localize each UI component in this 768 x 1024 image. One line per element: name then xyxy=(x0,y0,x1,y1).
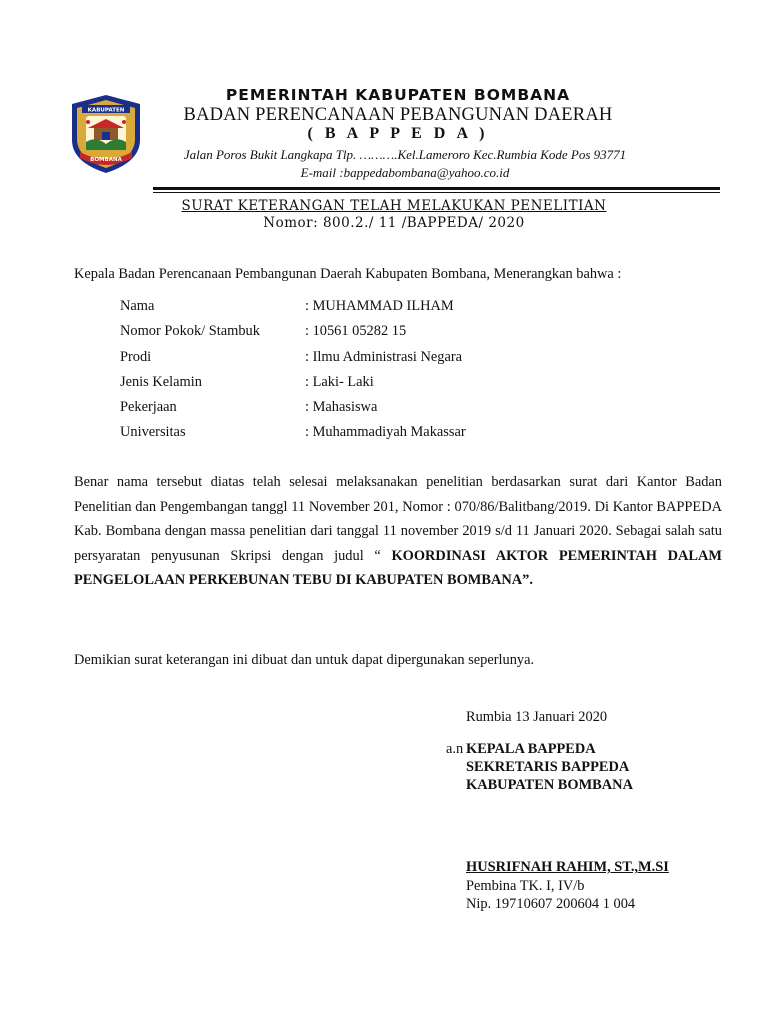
detail-label: Pekerjaan xyxy=(120,399,177,416)
kabupaten-bombana-crest-icon xyxy=(66,92,146,176)
on-behalf-prefix: a.n xyxy=(446,741,464,757)
letter-number: Nomor: 800.2./ 11 /BAPPEDA/ 2020 xyxy=(263,215,525,231)
letter-closing: Demikian surat keterangan ini dibuat dan untuk dapat dipergunakan seperlunya. xyxy=(74,652,535,668)
detail-label: Jenis Kelamin xyxy=(120,373,202,390)
signatory-nip: Nip. 19710607 200604 1 004 xyxy=(466,896,636,912)
letter-title: SURAT KETERANGAN TELAH MELAKUKAN PENELITIAN xyxy=(181,198,607,214)
paragraph-text: Benar nama tersebut diatas telah selesai melaksanakan penelitian berdasarkan surat dari Kantor Badan Penelitian dan Pengembangan tanggl 11 November 201, Nomor : 070/86/Balitbang/2019. Di Kantor BAPPEDA Kab. Bombana dengan massa penelitian dari tanggal 11 november 2019 s/d 11 Januari 2020. Sebagai salah satu persyaratan penyusunan Skripsi dengan judul “ xyxy=(74,474,722,564)
detail-label: Prodi xyxy=(120,348,152,365)
signature-title-line3: KABUPATEN BOMBANA xyxy=(466,777,633,793)
letter-body-paragraph xyxy=(74,470,722,593)
detail-label: Nama xyxy=(120,298,155,314)
header-address: Jalan Poros Bukit Langkapa Tlp. ……….Kel.Lameroro Kec.Rumbia Kode Pos 93771 xyxy=(183,147,627,162)
detail-value: : Mahasiswa xyxy=(305,399,378,416)
signature-title-line2: SEKRETARIS BAPPEDA xyxy=(466,759,630,775)
detail-value: : Muhammadiyah Makassar xyxy=(305,424,466,441)
header-government-name: PEMERINTAH KABUPATEN BOMBANA xyxy=(225,86,571,104)
letter-intro: Kepala Badan Perencanaan Pembangunan Daerah Kabupaten Bombana, Menerangkan bahwa : xyxy=(74,266,622,282)
signatory xyxy=(466,858,669,914)
thesis-title: KOORDINASI AKTOR PEMERINTAH DALAM PENGELOLAAN PERKEBUNAN TEBU DI KABUPATEN BOMBANA”. xyxy=(74,547,722,589)
detail-value: : 10561 05282 15 xyxy=(305,323,407,340)
header-divider-thick xyxy=(153,187,720,190)
signature-title-line1: KEPALA BAPPEDA xyxy=(466,741,596,757)
signatory-name: HUSRIFNAH RAHIM, ST.,M.SI xyxy=(466,859,669,875)
svg-text:BOMBANA: BOMBANA xyxy=(90,157,122,163)
signatory-rank: Pembina TK. I, IV/b xyxy=(466,877,585,894)
header-agency-acronym: ( B A P P E D A ) xyxy=(307,125,489,142)
detail-value: : MUHAMMAD ILHAM xyxy=(305,298,454,314)
header-agency-name: BADAN PERENCANAAN PEBANGUNAN DAERAH xyxy=(183,105,613,125)
header-email: E-mail :bappedabombana@yahoo.co.id xyxy=(300,165,510,180)
detail-label: Universitas xyxy=(120,424,186,441)
detail-label: Nomor Pokok/ Stambuk xyxy=(120,323,260,340)
detail-value: : Ilmu Administrasi Negara xyxy=(305,348,463,365)
detail-value: : Laki- Laki xyxy=(305,373,374,390)
svg-text:KABUPATEN: KABUPATEN xyxy=(87,107,125,114)
signature-block xyxy=(446,740,633,794)
place-date: Rumbia 13 Januari 2020 xyxy=(466,709,608,725)
header-divider-thin xyxy=(153,192,720,193)
